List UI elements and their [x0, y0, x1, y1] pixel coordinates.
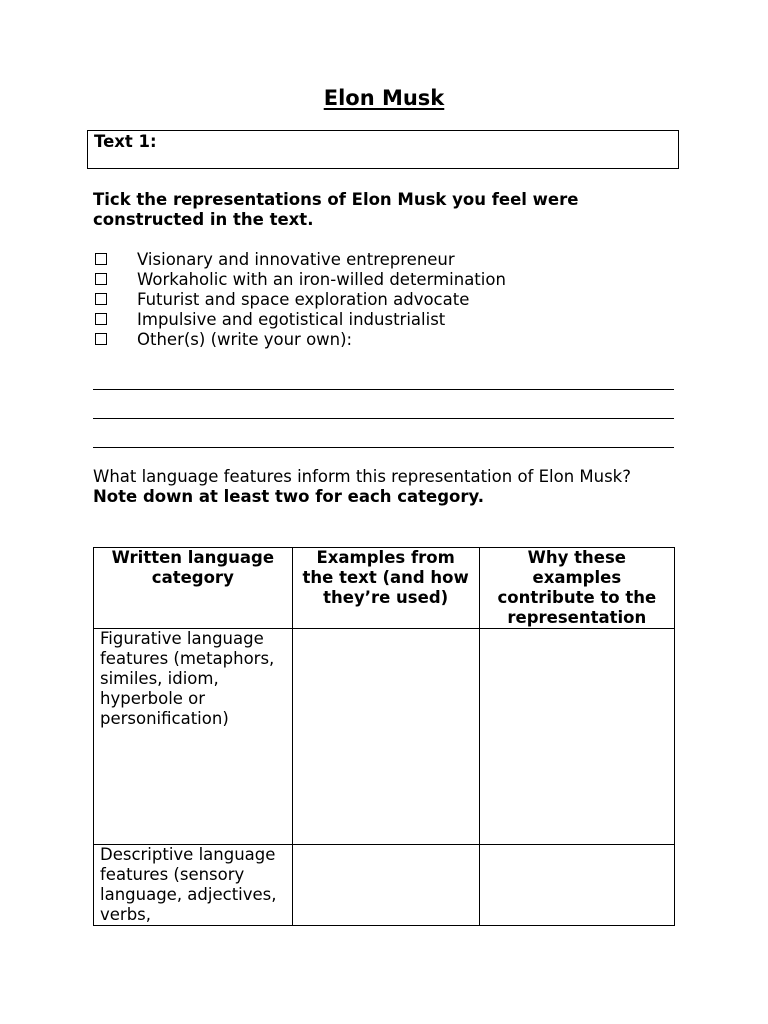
- page-title: Elon Musk: [323, 86, 445, 110]
- text-1-box[interactable]: [87, 130, 679, 169]
- question-text: What language features inform this representation of Elon Musk?: [93, 467, 631, 486]
- text-1-label: Text 1:: [94, 132, 157, 151]
- table-row: [94, 629, 675, 845]
- checkbox[interactable]: [95, 293, 107, 305]
- representation-checklist: [93, 249, 673, 349]
- checklist-item-label: Futurist and space exploration advocate: [137, 289, 470, 309]
- table-header-row: [94, 548, 675, 629]
- checklist-item-workaholic[interactable]: [93, 269, 673, 289]
- table-row: [94, 845, 675, 926]
- why-cell[interactable]: [479, 629, 674, 845]
- why-cell[interactable]: [479, 845, 674, 926]
- checkbox[interactable]: [95, 313, 107, 325]
- write-in-line-2[interactable]: [93, 418, 674, 419]
- category-cell: Figurative language features (metaphors, similes, idiom, hyperbole or personification): [94, 629, 293, 845]
- checklist-item-futurist[interactable]: [93, 289, 673, 309]
- checklist-item-impulsive[interactable]: [93, 309, 673, 329]
- header-why: Why these examples contribute to the representation: [479, 548, 674, 629]
- checkbox[interactable]: [95, 333, 107, 345]
- header-examples: Examples from the text (and how they’re used): [292, 548, 479, 629]
- write-in-line-3[interactable]: [93, 447, 674, 448]
- checklist-item-label: Other(s) (write your own):: [137, 329, 353, 349]
- write-in-line-1[interactable]: [93, 389, 674, 390]
- checklist-item-visionary[interactable]: [93, 249, 673, 269]
- checklist-item-label: Visionary and innovative entrepreneur: [137, 249, 455, 269]
- question-emphasis: Note down at least two for each category.: [93, 487, 485, 506]
- language-features-question: [93, 467, 673, 507]
- checklist-item-label: Impulsive and egotistical industrialist: [137, 309, 446, 329]
- checkbox[interactable]: [95, 253, 107, 265]
- instruction-text: Tick the representations of Elon Musk you feel were constructed in the text.: [93, 190, 579, 229]
- checklist-item-other[interactable]: [93, 329, 673, 349]
- checkbox[interactable]: [95, 273, 107, 285]
- checklist-item-label: Workaholic with an iron-willed determination: [137, 269, 506, 289]
- language-features-table: [93, 547, 675, 926]
- examples-cell[interactable]: [292, 629, 479, 845]
- header-category: Written language category: [94, 548, 293, 629]
- examples-cell[interactable]: [292, 845, 479, 926]
- category-cell: Descriptive language features (sensory language, adjectives, verbs,: [94, 845, 293, 926]
